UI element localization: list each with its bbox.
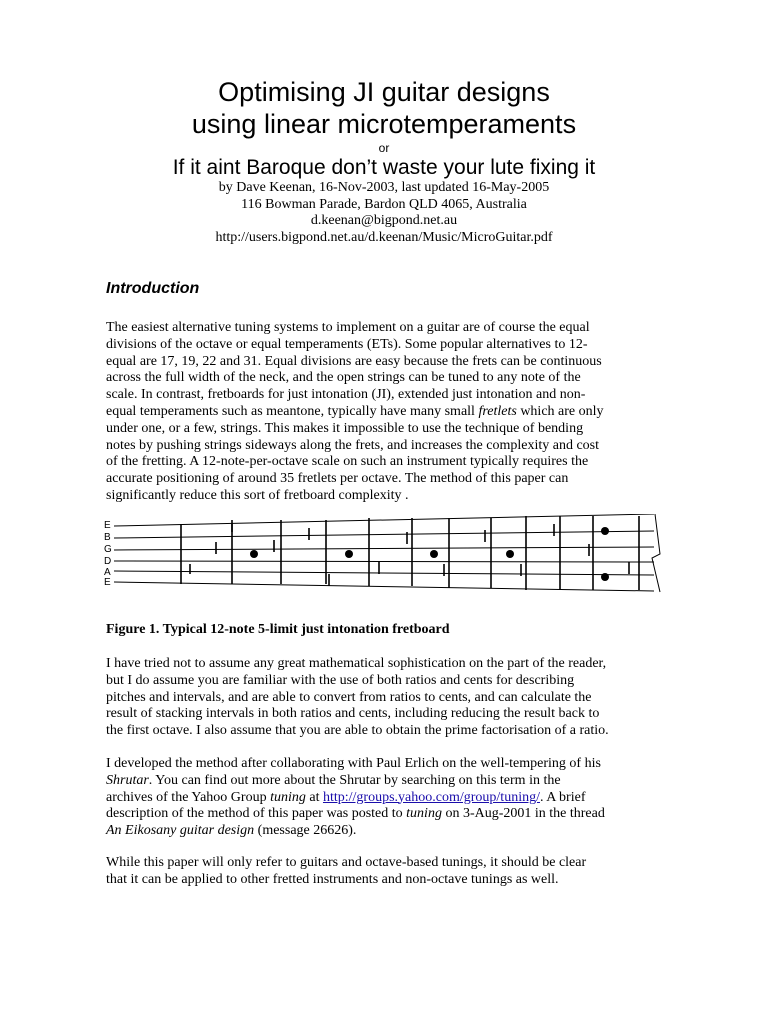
- text-line: I have tried not to assume any great mathematical sophistication on the part of the reader,: [106, 656, 607, 671]
- text-line: across the full width of the neck, and the open strings can be tuned to any note of the: [106, 370, 581, 386]
- position-marker-dot: [345, 550, 353, 558]
- fretboard-edge-bottom: [114, 582, 654, 591]
- text-line: pitches and intervals, and are able to convert from ratios to cents, and can calculate the: [106, 689, 592, 705]
- string-label-b: B: [104, 532, 111, 543]
- title-line-1: Optimising JI guitar designs: [218, 77, 550, 107]
- section-heading-introduction: Introduction: [106, 280, 200, 297]
- paragraph-scope: [106, 855, 666, 889]
- text-run: . You can find out more about the Shrutar by searching on this term in the: [148, 772, 561, 788]
- position-marker-dot: [250, 550, 258, 558]
- fretboard-figure: [104, 514, 664, 604]
- position-marker-dot: [506, 550, 514, 558]
- or-separator: or: [378, 141, 390, 155]
- text-run: archives of the Yahoo Group: [106, 789, 271, 805]
- string-line-g: [114, 547, 654, 550]
- byline: by Dave Keenan, 16-Nov-2003, last updated 16-May-2005: [218, 180, 550, 195]
- string-label-g: G: [104, 544, 112, 555]
- text-line: divisions of the octave or equal temperaments (ETs). Some popular alternatives to 12-: [106, 336, 588, 352]
- text-line: accurate positioning of around 35 fretlets per octave. The method of this paper can: [106, 471, 569, 487]
- text-run: . A brief: [539, 789, 586, 805]
- paragraph-introduction: [106, 320, 666, 505]
- text-run: (message 26626).: [254, 823, 357, 839]
- text-run: equal temperaments such as meantone, typically have many small: [106, 403, 479, 419]
- text-line: of the fretting. A 12-note-per-octave scale on such an instrument typically requires the: [106, 454, 589, 470]
- text-line: [106, 404, 666, 421]
- text-line: [106, 790, 666, 807]
- text-line: significantly reduce this sort of fretboard complexity .: [106, 487, 409, 503]
- fretboard-diagram: [104, 514, 664, 604]
- string-line-b: [114, 531, 654, 538]
- position-marker-dot: [601, 573, 609, 581]
- position-marker-dot: [601, 527, 609, 535]
- text-line: notes by pushing strings sideways along the frets, and increases the complexity and cost: [106, 437, 600, 453]
- string-label-low-e: E: [104, 577, 111, 588]
- figure-caption: Figure 1. Typical 12-note 5-limit just intonation fretboard: [106, 622, 450, 637]
- yahoo-group-link[interactable]: http://groups.yahoo.com/group/tuning/: [322, 789, 540, 805]
- alternate-title: If it aint Baroque don’t waste your lute fixing it: [172, 156, 596, 179]
- paragraph-assumptions: [106, 656, 666, 740]
- text-run: at: [305, 789, 323, 805]
- string-label-high-e: E: [104, 520, 111, 531]
- emphasis-thread-title: An Eikosany guitar design: [106, 823, 255, 839]
- text-run: description of the method of this paper was posted to: [106, 806, 407, 822]
- text-line: that it can be applied to other fretted instruments and non-octave tunings as well.: [106, 871, 559, 887]
- text-run: on 3-Aug-2001 in the thread: [441, 806, 605, 822]
- text-line: The easiest alternative tuning systems to implement on a guitar are of course the equal: [106, 320, 590, 335]
- fretboard-edge-top: [114, 514, 654, 526]
- text-line: but I do assume you are familiar with the use of both ratios and cents for describing: [106, 672, 575, 688]
- paragraph-background: [106, 756, 666, 840]
- text-line: [106, 806, 666, 823]
- source-url: http://users.bigpond.net.au/d.keenan/Music/MicroGuitar.pdf: [215, 229, 553, 245]
- text-run: which are only: [516, 403, 604, 419]
- fretboard-break-mark: [652, 514, 660, 592]
- string-line-a: [114, 571, 654, 575]
- emphasis-tuning: tuning: [270, 789, 306, 805]
- title-block: [0, 76, 768, 246]
- email: d.keenan@bigpond.net.au: [310, 213, 458, 228]
- string-label-a: A: [104, 567, 111, 578]
- text-line: equal are 17, 19, 22 and 31. Equal divisions are easy because the frets can be continuous: [106, 353, 602, 369]
- emphasis-fretlets: fretlets: [478, 403, 517, 419]
- text-line: While this paper will only refer to guitars and octave-based tunings, it should be clear: [106, 855, 587, 870]
- text-line: the first octave. I also assume that you are able to obtain the prime factorisation of a ratio.: [106, 723, 609, 739]
- position-marker-dot: [430, 550, 438, 558]
- text-line: under one, or a few, strings. This makes it impossible to use the technique of bending: [106, 420, 584, 436]
- text-line: I developed the method after collaborating with Paul Erlich on the well-tempering of his: [106, 756, 601, 771]
- string-label-d: D: [104, 556, 112, 567]
- string-line-d: [114, 561, 654, 562]
- text-line: [106, 773, 666, 790]
- title-line-2: using linear microtemperaments: [191, 109, 577, 139]
- text-line: result of stacking intervals in both ratios and cents, including reducing the result back to: [106, 706, 600, 722]
- text-line: [106, 823, 666, 840]
- address: 116 Bowman Parade, Bardon QLD 4065, Australia: [241, 196, 527, 212]
- emphasis-tuning: tuning: [406, 806, 442, 822]
- emphasis-shrutar: Shrutar: [106, 772, 149, 788]
- text-line: scale. In contrast, fretboards for just intonation (JI), extended just intonation and non-: [106, 387, 586, 403]
